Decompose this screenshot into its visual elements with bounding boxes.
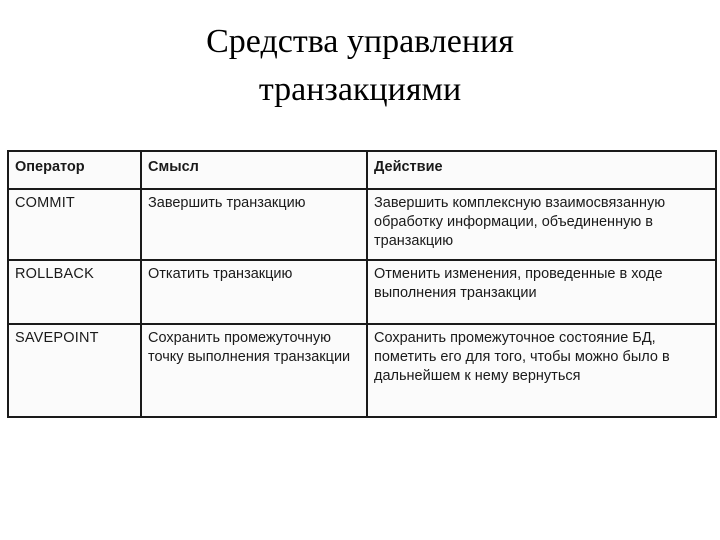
meaning-cell: Завершить транзакцию (141, 189, 367, 260)
operator-cell: SAVEPOINT (8, 324, 141, 417)
header-operator: Оператор (8, 151, 141, 189)
table-row (8, 260, 716, 324)
operator-cell: COMMIT (8, 189, 141, 260)
header-meaning: Смысл (141, 151, 367, 189)
slide-title-line-1: Средства управления (206, 23, 514, 60)
header-action: Действие (367, 151, 716, 189)
slide-title (0, 18, 720, 114)
meaning-cell: Сохранить промежуточную точку выполнения транзакции (141, 324, 367, 417)
table-row (8, 324, 716, 417)
table-row (8, 189, 716, 260)
operators-table-image (7, 150, 715, 418)
operator-cell: ROLLBACK (8, 260, 141, 324)
transaction-operators-table (7, 150, 717, 418)
meaning-cell: Откатить транзакцию (141, 260, 367, 324)
action-cell: Отменить изменения, проведенные в ходе выполнения транзакции (367, 260, 716, 324)
action-cell: Сохранить промежуточное состояние БД, пометить его для того, чтобы можно было в дальнейшем к нему вернуться (367, 324, 716, 417)
action-cell: Завершить комплексную взаимосвязанную обработку информации, объединенную в транзакцию (367, 189, 716, 260)
table-header-row (8, 151, 716, 189)
slide-title-line-2: транзакциями (258, 71, 462, 108)
